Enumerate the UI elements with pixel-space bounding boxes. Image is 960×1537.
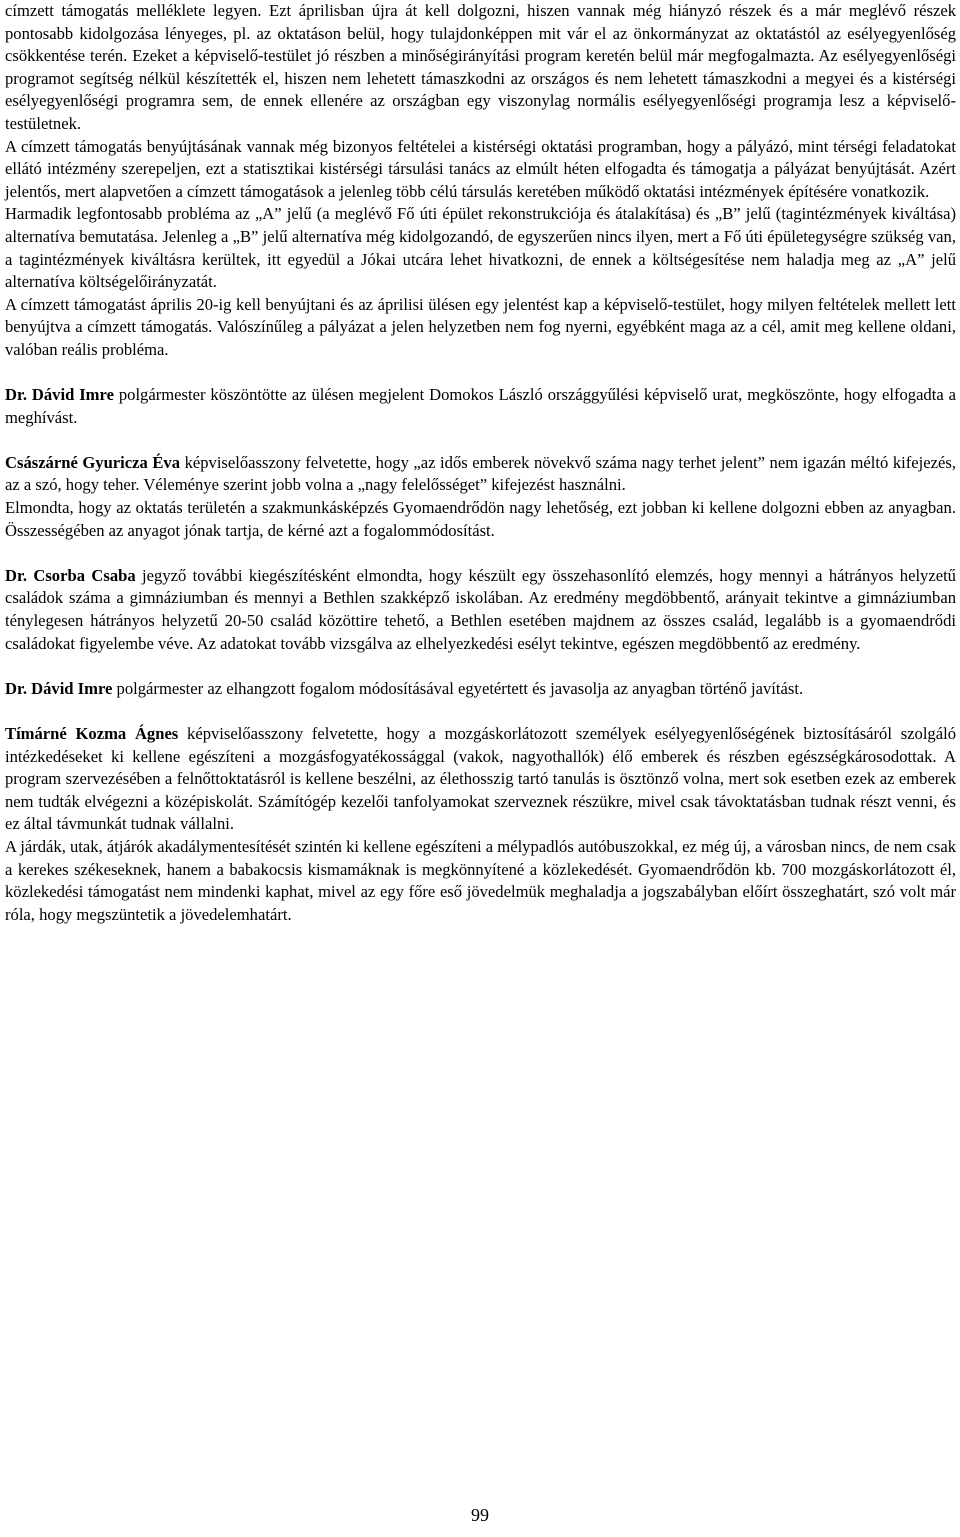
paragraph-spacer (5, 362, 956, 385)
paragraph-text: jegyző további kiegészítésként elmondta, hogy készült egy összehasonlító elemzés, hogy mennyi a hátrányos helyzetű családok száma a gimnáziumban és mennyi a Bethlen szakképző iskolában. Az eredmény megdöbbentő, arányait tekintve a gimnáziumban ténylegesen hátrányos helyzetű 20-50 család közöttire tehető, a Bethlen esetében majdnem az összes család, legalább is a gyomaendrődi családokat figyelembe véve. Az adatokat tovább vizsgálva az elhelyezkedési esélyt tekintve, egészen megdöbbentő az eredmény. (5, 565, 956, 653)
paragraph-text: Elmondta, hogy az oktatás területén a szakmunkásképzés Gyomaendrődön nagy lehetőség, ezt jobban ki kellene dolgozni ebben az anyagban. Összességében az anyagot jónak tartja, de kérné azt a fogalommódosítást. (5, 498, 956, 540)
paragraph-text: A címzett támogatást április 20-ig kell benyújtani és az áprilisi ülésen egy jelentést kap a képviselő-testület, hogy milyen feltételek mellett lett benyújtva a címzett támogatás. Valószínűleg a pályázat a jelen helyzetben nem fog nyerni, egyébként maga az a cél, amit meg kellene oldani, valóban reális probléma. (5, 294, 956, 359)
paragraph-text: Harmadik legfontosabb probléma az „A” jelű (a meglévő Fő úti épület rekonstrukciója és átalakítása) és „B” jelű (tagintézmények kiváltása) alternatíva bemutatása. Jelenleg a „B” jelű alternatíva még kidolgozandó, de egyszerűen nincs ilyen, mert a Fő úti épületegységre szükség van, a tagintézmények kiváltásra kerültek, itt egyedül a Jókai utcára lehet hivatkozni, de ennek a költségesítése nem haladja meg az „A” jelű alternatíva költségelőirányzatát. (5, 204, 956, 292)
paragraph-text: polgármester az elhangzott fogalom módosításával egyetértett és javasolja az anyagban történő javítást. (112, 678, 804, 698)
paragraph (5, 203, 956, 293)
paragraph-text: polgármester köszöntötte az ülésen megjelent Domokos László országgyűlési képviselő urat, megköszönte, hogy elfogadta a meghívást. (5, 385, 956, 427)
paragraph-spacer (5, 429, 956, 452)
paragraph (5, 0, 956, 136)
page-number: 99 (471, 1505, 489, 1525)
paragraph (5, 452, 956, 497)
paragraph (5, 497, 956, 542)
paragraph-text: címzett támogatás melléklete legyen. Ezt áprilisban újra át kell dolgozni, hiszen vannak még hiányzó részek és a már meglévő részek pontosabb kidolgozása lényeges, pl. az oktatáson belül, hogy tulajdonképpen mit vár el az önkormányzat az oktatástól az esélyegyenlőség csökkentése terén. Ezeket a képviselő-testület jó részben a minőségirányítási program keretén belül már megfogalmazta. Az esélyegyenlőségi programot segítség nélkül készítették el, hiszen nem lehetett támaszkodni az országos és nem lehetett támaszkodni a megyei és a kistérségi esélyegyenlőségi programra sem, de ennek ellenére az országban egy viszonylag normális esélyegyenlőségi programja lesz a képviselő-testületnek. (5, 1, 956, 133)
speaker-name: Császárné Gyuricza Éva (5, 452, 181, 472)
paragraph (5, 384, 956, 429)
paragraph (5, 678, 956, 701)
paragraph-text: képviselőasszony felvetette, hogy a mozgáskorlátozott személyek esélyegyenlőségének biztosításáról szolgáló intézkedéseket ki kellene egészíteni a mozgásfogyatékossággal (vakok, nagyothallók) élő emberek és részben egészségkárosodottak. A program szervezésében a felnőttoktatásról is kellene beszélni, az élethosszig tartó tanulás is ösztönző volna, mert sok esetben ezek az emberek nem tudták elvégezni a középiskolát. Számítógép kezelői tanfolyamokat szerveznek részükre, mivel csak távoktatásban tudnak részt venni, és ez által távmunkát tudnak vállalni. (5, 724, 957, 834)
speaker-name: Dr. Dávid Imre (5, 385, 114, 405)
paragraph (5, 836, 956, 926)
speaker-name: Dr. Csorba Csaba (5, 565, 136, 585)
speaker-name: Tímárné Kozma Ágnes (5, 724, 179, 743)
paragraph-text: képviselőasszony felvetette, hogy „az idős emberek növekvő száma nagy terhet jelent” nem igazán méltó kifejezés, az a szó, hogy teher. Véleménye szerint jobb volna a „nagy felelősséget” kifejezést használni. (5, 452, 956, 495)
speaker-name: Dr. Dávid Imre (5, 678, 113, 698)
paragraph-text: A címzett támogatás benyújtásának vannak még bizonyos feltételei a kistérségi oktatási programban, hogy a pályázó, mint térségi feladatokat ellátó intézmény szerepeljen, ezt a statisztikai kistérségi társulási tanács az elmúlt héten elfogadta és támogatja a pályázat benyújtását. Azért jelentős, mert alapvetően a címzett támogatások a jelenleg több célú társulás keretében működő oktatási intézmények építésére vonatkozik. (5, 136, 956, 201)
document-body (5, 0, 956, 926)
paragraph-spacer (5, 542, 956, 565)
paragraph-spacer (5, 655, 956, 678)
paragraph (5, 723, 956, 836)
paragraph (5, 565, 956, 655)
paragraph (5, 294, 956, 362)
paragraph-text: A járdák, utak, átjárók akadálymentesítését szintén ki kellene egészíteni a mélypadlós autóbuszokkal, ez még új, a városban nincs, de nem csak a kerekes székeseknek, hanem a babakocsis kismamáknak is megkönnyítené a közlekedését. Gyomaendrődön kb. 700 mozgáskorlátozott él, közlekedési támogatást nem mindenki kaphat, mivel az egy főre eső jövedelmük meghaladja a jogszabályban előírt összeghatárt, szó volt már róla, hogy megszüntetik a jövedelemhatárt. (5, 836, 956, 924)
paragraph-spacer (5, 700, 956, 723)
paragraph (5, 136, 956, 204)
document-page (5, 0, 956, 926)
